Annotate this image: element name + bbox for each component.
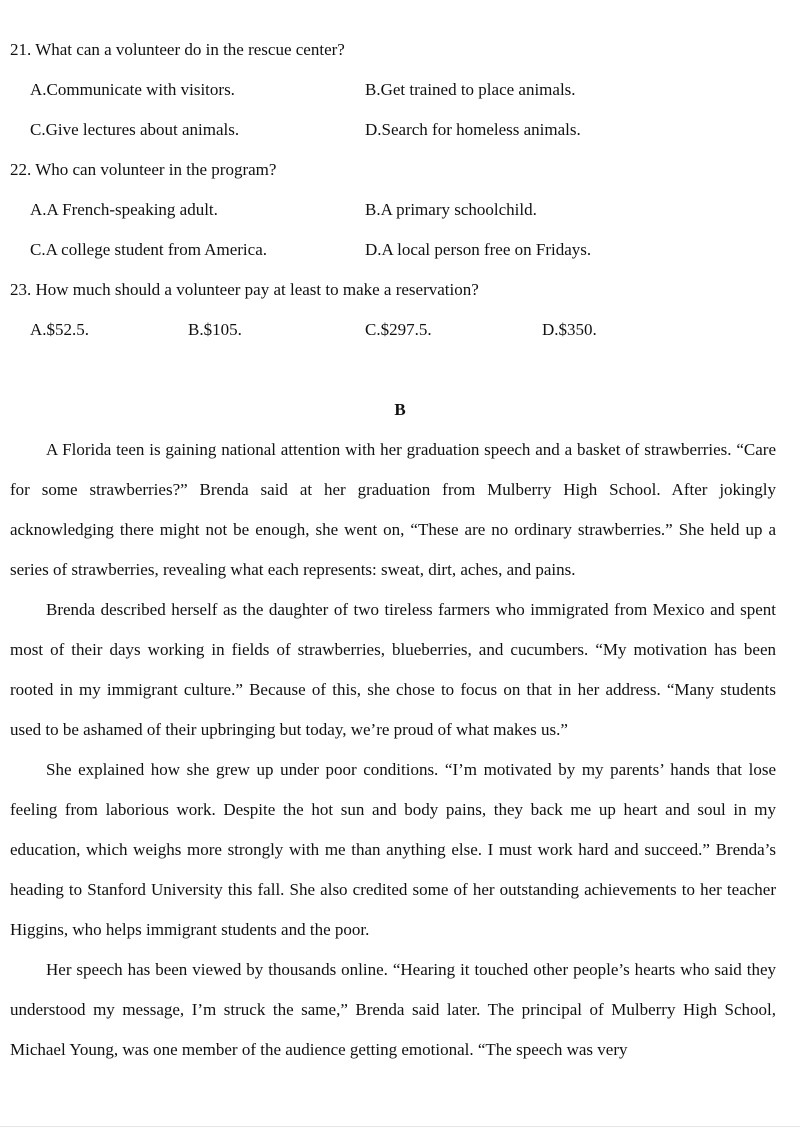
option-c: C.$297.5.	[365, 320, 432, 339]
question-stem: How much should a volunteer pay at least to make a reservation?	[35, 280, 479, 299]
option-d: D.$350.	[542, 320, 597, 339]
passage-heading: B	[394, 400, 406, 419]
option-b: B.Get trained to place animals.	[365, 80, 576, 99]
question-23	[10, 280, 479, 300]
option-a: A.A French-speaking adult.	[30, 200, 218, 219]
page-bottom-divider	[0, 1126, 800, 1127]
option-b: B.$105.	[188, 320, 242, 339]
passage-paragraph-2: Brenda described herself as the daughter of two tireless farmers who immigrated from Mexico and spent most of their days working in fields of strawberries, blueberries, and cucumbers. “My motivation has been rooted in my immigrant culture.” Because of this, she chose to focus on that in her address. “Many students used to be ashamed of their upbringing but today, we’re proud of what makes us.”	[10, 600, 776, 739]
question-22	[10, 160, 276, 180]
passage-paragraph-4: Her speech has been viewed by thousands online. “Hearing it touched other people’s hearts who said they understood my message, I’m struck the same,” Brenda said later. The principal of Mulberry High School, Michael Young, was one member of the audience getting emotional. “The speech was very	[10, 960, 776, 1059]
question-21	[10, 40, 345, 60]
option-d: D.A local person free on Fridays.	[365, 240, 592, 259]
question-number: 22.	[10, 160, 32, 179]
option-d: D.Search for homeless animals.	[365, 120, 581, 139]
passage-paragraph-3: She explained how she grew up under poor conditions. “I’m motivated by my parents’ hands that lose feeling from laborious work. Despite the hot sun and body pains, they back me up heart and soul in my education, which weighs more strongly with me than anything else. I must work hard and succeed.” Brenda’s heading to Stanford University this fall. She also credited some of her outstanding achievements to her teacher Higgins, who helps immigrant students and the poor.	[10, 760, 776, 939]
question-stem: Who can volunteer in the program?	[35, 160, 277, 179]
option-a: A.Communicate with visitors.	[30, 80, 235, 99]
passage-paragraph-1: A Florida teen is gaining national attention with her graduation speech and a basket of strawberries. “Care for some strawberries?” Brenda said at her graduation from Mulberry High School. After jokingly acknowledging there might not be enough, she went on, “These are no ordinary strawberries.” She held up a series of strawberries, revealing what each represents: sweat, dirt, aches, and pains.	[10, 440, 776, 579]
option-b: B.A primary schoolchild.	[365, 200, 537, 219]
option-a: A.$52.5.	[30, 320, 90, 339]
question-number: 21.	[10, 40, 32, 59]
option-c: C.Give lectures about animals.	[30, 120, 240, 139]
question-stem: What can a volunteer do in the rescue center?	[35, 40, 345, 59]
question-number: 23.	[10, 280, 32, 299]
option-c: C.A college student from America.	[30, 240, 267, 259]
